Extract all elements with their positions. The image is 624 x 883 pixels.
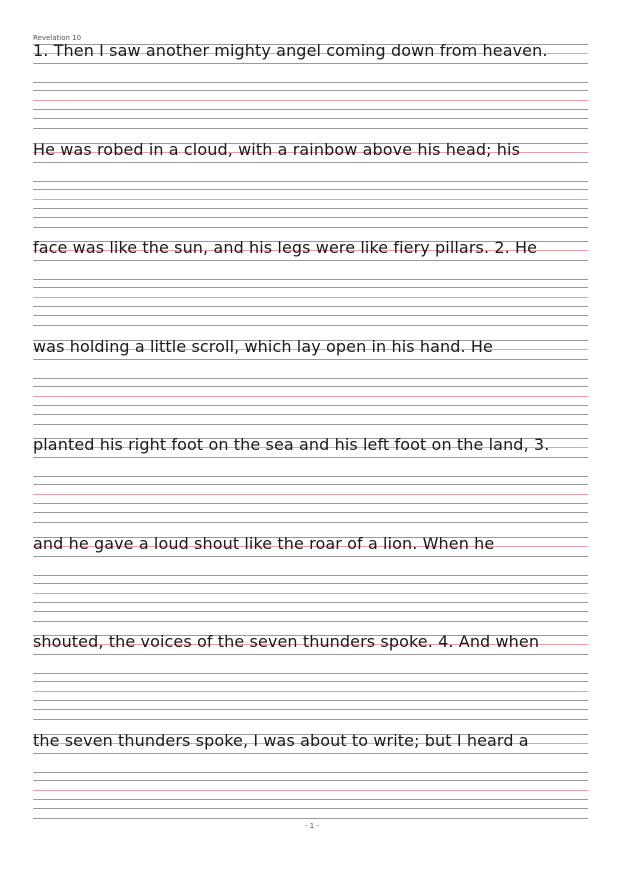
- red-guide-line: [33, 100, 588, 101]
- gray-guide-line: [33, 503, 588, 504]
- gray-guide-line: [33, 654, 588, 655]
- gray-guide-line: [33, 181, 588, 182]
- gray-guide-line: [33, 279, 588, 280]
- gray-guide-line: [33, 780, 588, 781]
- gray-guide-line: [33, 611, 588, 612]
- verse-line: He was robed in a cloud, with a rainbow above his head; his: [33, 140, 521, 159]
- red-guide-line: [33, 790, 588, 791]
- practice-block: [33, 731, 588, 826]
- verse-line: the seven thunders spoke, I was about to write; but I heard a: [33, 731, 529, 750]
- gray-guide-line: [33, 217, 588, 218]
- gray-guide-line: [33, 386, 588, 387]
- gray-guide-line: [33, 772, 588, 773]
- gray-guide-line: [33, 808, 588, 809]
- gray-guide-line: [33, 325, 588, 326]
- practice-block: [33, 238, 588, 333]
- gray-guide-line: [33, 621, 588, 622]
- practice-block: [33, 140, 588, 235]
- verse-line: 1. Then I saw another mighty angel coming down from heaven.: [33, 41, 548, 60]
- gray-guide-line: [33, 82, 588, 83]
- red-guide-line: [33, 691, 588, 692]
- gray-guide-line: [33, 476, 588, 477]
- gray-guide-line: [33, 306, 588, 307]
- gray-guide-line: [33, 522, 588, 523]
- practice-block: [33, 435, 588, 530]
- gray-guide-line: [33, 378, 588, 379]
- practice-block: [33, 41, 588, 136]
- gray-guide-line: [33, 673, 588, 674]
- verse-line: was holding a little scroll, which lay open in his hand. He: [33, 337, 493, 356]
- gray-guide-line: [33, 359, 588, 360]
- gray-guide-line: [33, 90, 588, 91]
- red-guide-line: [33, 199, 588, 200]
- gray-guide-line: [33, 484, 588, 485]
- gray-guide-line: [33, 128, 588, 129]
- verse-line: shouted, the voices of the seven thunders spoke. 4. And when: [33, 632, 540, 651]
- gray-guide-line: [33, 118, 588, 119]
- gray-guide-line: [33, 424, 588, 425]
- practice-block: [33, 534, 588, 629]
- gray-guide-line: [33, 753, 588, 754]
- gray-guide-line: [33, 700, 588, 701]
- gray-guide-line: [33, 227, 588, 228]
- red-guide-line: [33, 593, 588, 594]
- gray-guide-line: [33, 63, 588, 64]
- red-guide-line: [33, 396, 588, 397]
- page-header-title: Revelation 10: [33, 34, 82, 42]
- gray-guide-line: [33, 681, 588, 682]
- gray-guide-line: [33, 583, 588, 584]
- gray-guide-line: [33, 799, 588, 800]
- gray-guide-line: [33, 709, 588, 710]
- red-guide-line: [33, 297, 588, 298]
- gray-guide-line: [33, 287, 588, 288]
- verse-line: planted his right foot on the sea and his left foot on the land, 3.: [33, 435, 550, 454]
- gray-guide-line: [33, 162, 588, 163]
- practice-block: [33, 337, 588, 432]
- page-number: - 1 -: [305, 822, 319, 830]
- gray-guide-line: [33, 818, 588, 819]
- gray-guide-line: [33, 208, 588, 209]
- gray-guide-line: [33, 719, 588, 720]
- practice-block: [33, 632, 588, 727]
- red-guide-line: [33, 494, 588, 495]
- gray-guide-line: [33, 109, 588, 110]
- gray-guide-line: [33, 512, 588, 513]
- verse-line: and he gave a loud shout like the roar of a lion. When he: [33, 534, 495, 553]
- gray-guide-line: [33, 575, 588, 576]
- gray-guide-line: [33, 405, 588, 406]
- gray-guide-line: [33, 556, 588, 557]
- gray-guide-line: [33, 315, 588, 316]
- verse-line: face was like the sun, and his legs were like fiery pillars. 2. He: [33, 238, 538, 257]
- gray-guide-line: [33, 457, 588, 458]
- gray-guide-line: [33, 602, 588, 603]
- gray-guide-line: [33, 414, 588, 415]
- gray-guide-line: [33, 189, 588, 190]
- gray-guide-line: [33, 260, 588, 261]
